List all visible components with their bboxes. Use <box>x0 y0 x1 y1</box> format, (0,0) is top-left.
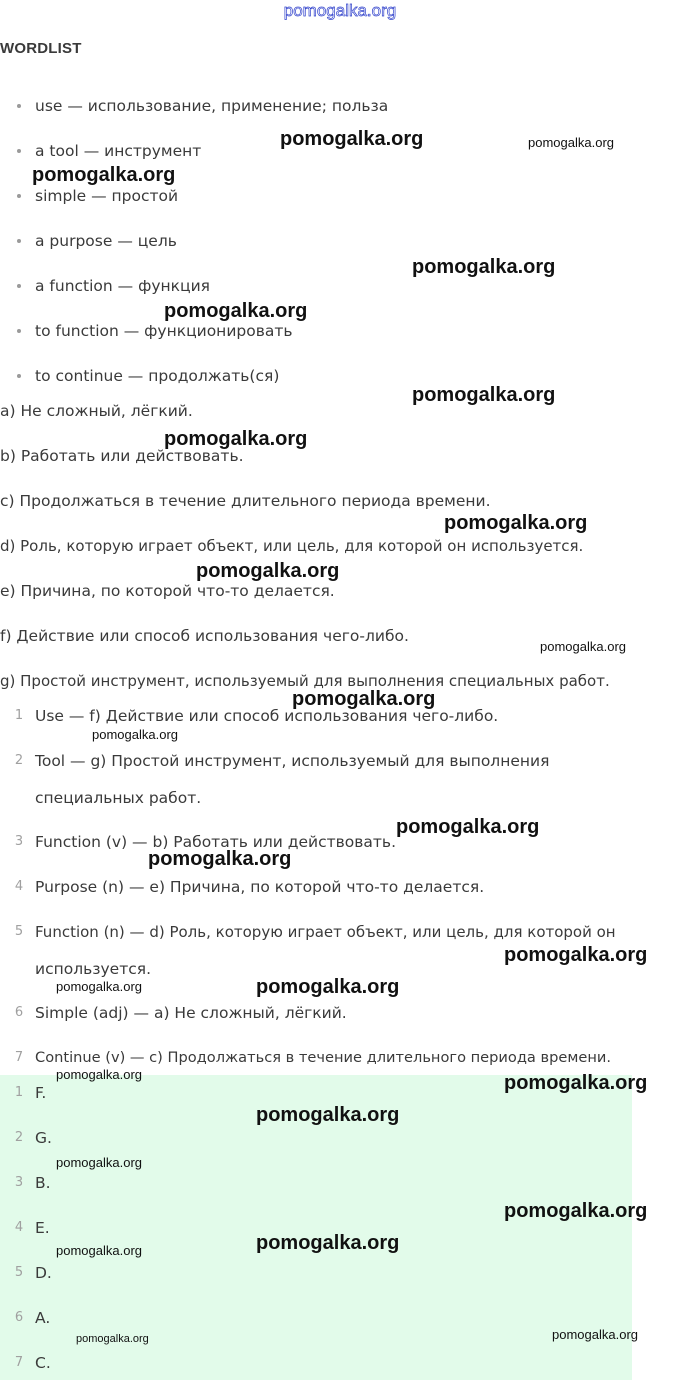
bullet-icon <box>17 194 21 198</box>
definition-item: e) Причина, по которой что-то делается. <box>0 582 335 600</box>
match-item: 6 Simple (adj) — a) Не сложный, лёгкий. <box>0 1001 680 1025</box>
wordlist-heading: WORDLIST <box>0 40 82 57</box>
item-number: 5 <box>14 924 24 939</box>
watermark: pomogalka.org <box>280 128 424 150</box>
wordlist-item: to function — функционировать <box>0 319 680 343</box>
match-item: 5 Function (n) — d) Роль, которую играет объект, или цель, для которой он <box>0 920 680 944</box>
wordlist-item: to continue — продолжать(ся) <box>0 364 680 388</box>
match-item-continuation: используется. <box>35 960 152 978</box>
item-number: 7 <box>14 1355 24 1370</box>
watermark: pomogalka.org <box>56 1243 142 1258</box>
match-item: 7 Continue (v) — c) Продолжаться в течение длительного периода времени. <box>0 1046 680 1070</box>
watermark: pomogalka.org <box>196 560 340 582</box>
definition-item: b) Работать или действовать. <box>0 447 244 465</box>
definition-item: f) Действие или способ использования чего-либо. <box>0 627 409 645</box>
item-number: 7 <box>14 1050 24 1065</box>
answer-item: 7 C. <box>0 1351 632 1375</box>
watermark: pomogalka.org <box>412 256 556 278</box>
bullet-icon <box>17 239 21 243</box>
bullet-icon <box>17 284 21 288</box>
watermark: pomogalka.org <box>504 944 648 966</box>
answer-item: 2 G. <box>0 1126 632 1150</box>
bullet-icon <box>17 104 21 108</box>
item-number: 6 <box>14 1005 24 1020</box>
item-number: 4 <box>14 1220 24 1235</box>
watermark: pomogalka.org <box>540 639 626 654</box>
watermark: pomogalka.org <box>56 1155 142 1170</box>
watermark: pomogalka.org <box>148 848 292 870</box>
answer-item: 1 F. <box>0 1081 632 1105</box>
wordlist-item: simple — простой <box>0 184 680 208</box>
bullet-icon <box>17 374 21 378</box>
watermark: pomogalka.org <box>92 727 178 742</box>
watermark: pomogalka.org <box>56 979 142 994</box>
watermark: pomogalka.org <box>552 1327 638 1342</box>
item-number: 2 <box>14 753 24 768</box>
watermark: pomogalka.org <box>164 300 308 322</box>
item-number: 3 <box>14 1175 24 1190</box>
watermark: pomogalka.org <box>164 428 308 450</box>
watermark: pomogalka.org <box>528 135 614 150</box>
watermark: pomogalka.org <box>412 384 556 406</box>
watermark: pomogalka.org <box>256 976 400 998</box>
match-item: 1 Use — f) Действие или способ использования чего-либо. <box>0 704 680 728</box>
watermark: pomogalka.org <box>76 1333 149 1345</box>
watermark: pomogalka.org <box>256 1232 400 1254</box>
watermark: pomogalka.org <box>256 1104 400 1126</box>
watermark: pomogalka.org <box>504 1200 648 1222</box>
definition-item: a) Не сложный, лёгкий. <box>0 402 193 420</box>
wordlist-item: a function — функция <box>0 274 680 298</box>
match-item-continuation: специальных работ. <box>35 789 202 807</box>
match-item: 3 Function (v) — b) Работать или действовать. <box>0 830 680 854</box>
answer-item: 5 D. <box>0 1261 632 1285</box>
item-number: 5 <box>14 1265 24 1280</box>
watermark: pomogalka.org <box>396 816 540 838</box>
wordlist-item: use — использование, применение; польза <box>0 94 680 118</box>
watermark: pomogalka.org <box>444 512 588 534</box>
item-number: 4 <box>14 879 24 894</box>
definition-item: c) Продолжаться в течение длительного периода времени. <box>0 492 491 510</box>
definition-item: g) Простой инструмент, используемый для выполнения специальных работ. <box>0 672 610 690</box>
wordlist-item: a tool — инструмент <box>0 139 680 163</box>
site-header-watermark: pomogalka.org <box>283 1 397 20</box>
bullet-icon <box>17 149 21 153</box>
item-number: 2 <box>14 1130 24 1145</box>
answer-item: 4 E. <box>0 1216 632 1240</box>
bullet-icon <box>17 329 21 333</box>
match-item: 2 Tool — g) Простой инструмент, используемый для выполнения <box>0 749 680 773</box>
match-item: 4 Purpose (n) — e) Причина, по которой что-то делается. <box>0 875 680 899</box>
item-number: 6 <box>14 1310 24 1325</box>
item-number: 3 <box>14 834 24 849</box>
watermark: pomogalka.org <box>32 164 176 186</box>
definition-item: d) Роль, которую играет объект, или цель, для которой он используется. <box>0 537 584 555</box>
item-number: 1 <box>14 708 24 723</box>
watermark: pomogalka.org <box>292 688 436 710</box>
answer-item: 3 B. <box>0 1171 632 1195</box>
answer-item: 6 A. <box>0 1306 632 1330</box>
wordlist-item: a purpose — цель <box>0 229 680 253</box>
watermark: pomogalka.org <box>504 1072 648 1094</box>
watermark: pomogalka.org <box>56 1067 142 1082</box>
item-number: 1 <box>14 1085 24 1100</box>
